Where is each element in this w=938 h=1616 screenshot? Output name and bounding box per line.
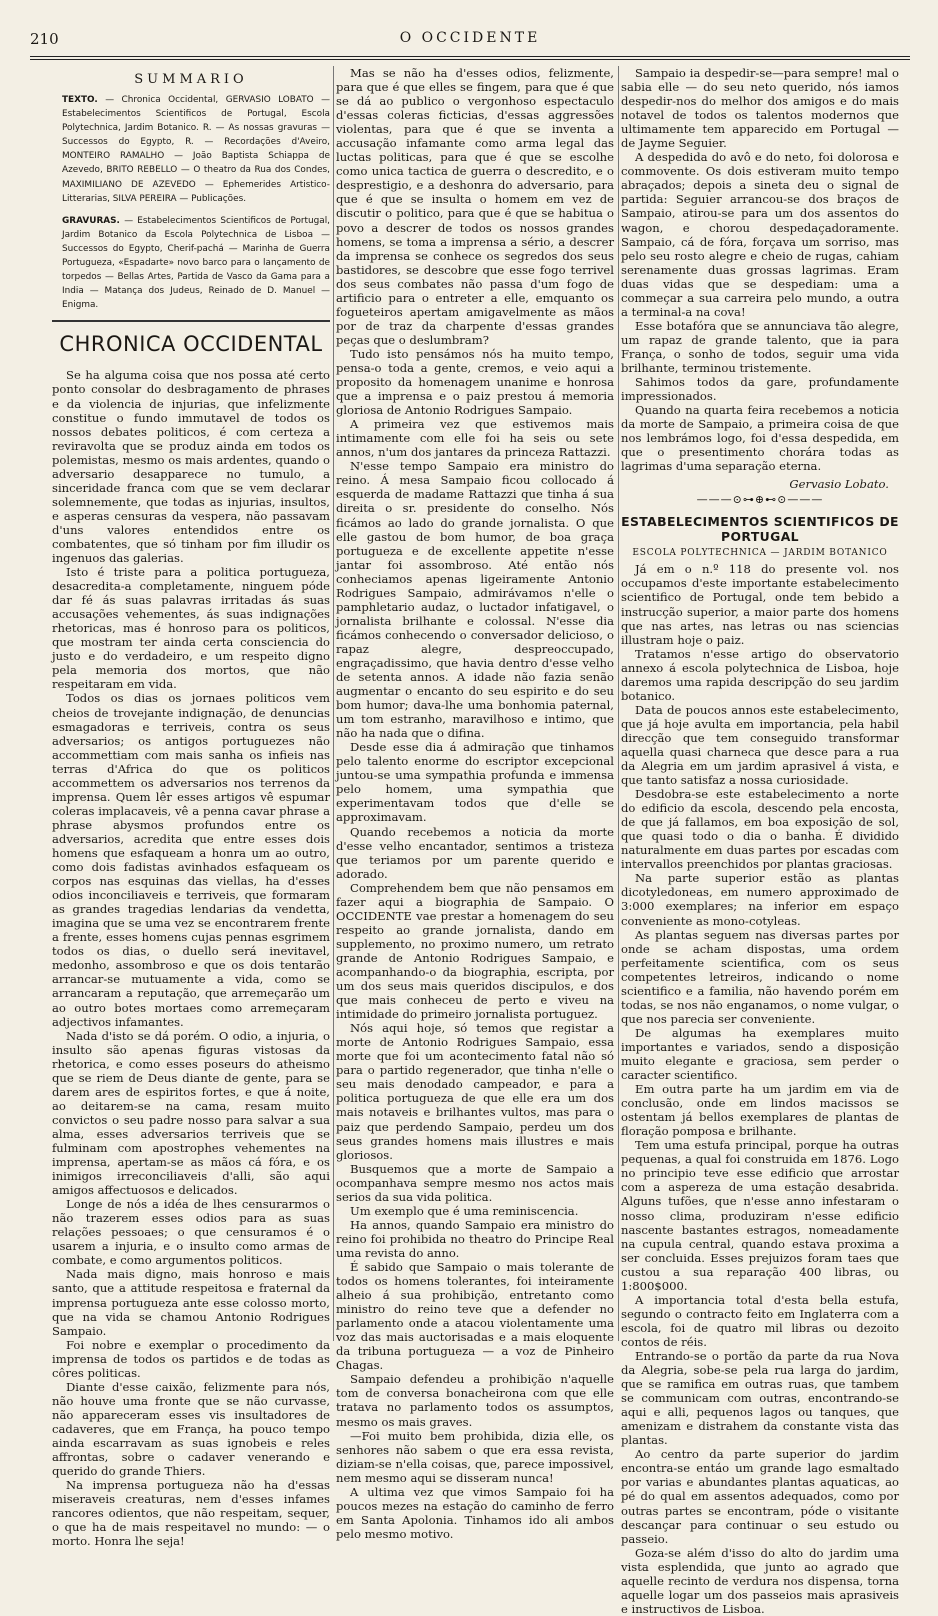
estab-title: ESTABELECIMENTOS SCIENTIFICOS DE PORTUGAL	[621, 514, 899, 545]
column-divider	[618, 66, 619, 1341]
estab-text	[621, 562, 899, 1616]
paragraph: Tratamos n'esse artigo do observatorio annexo á escola polytechnica de Lisboa, hoje daremos uma rapida descripção do seu jardim botanico.	[621, 646, 899, 703]
paragraph: Na parte superior estão as plantas dicotyledoneas, em numero approximado de 3:000 exemplares; na inferior em espaço conveniente as mono-cotyleas.	[621, 871, 899, 928]
paragraph: Desdobra-se este estabelecimento a norte do edificio da escola, descendo pela encosta, de que já fallamos, em boa exposição de sol, que quasi todo o dia o banha. É dividido naturalmente em duas partes por escadas com intervallos preenchidos por plantas graciosas.	[621, 787, 899, 872]
column-2	[336, 66, 614, 1541]
paragraph: Esse botafóra que se annunciava tão alegre, um rapaz de grande talento, que ia para França, o sonho de todos, seguir uma vida brilhante, terminou tristemente.	[621, 318, 899, 375]
header-rule	[30, 56, 910, 57]
estab-subtitle: ESCOLA POLYTECHNICA — JARDIM BOTANICO	[632, 548, 888, 559]
paragraph: Goza-se além d'isso do alto do jardim uma vista esplendida, que junto ao agrado que aquelle recinto de verdura nos dispensa, torna aquelle logar um dos passeios mais aprasiveis e instructivos de Lisboa.	[621, 1545, 899, 1616]
paragraph: Ha annos, quando Sampaio era ministro do reino foi prohibida no theatro do Principe Real uma revista do anno.	[336, 1217, 614, 1260]
paragraph: Longe de nós a idéa de lhes censurarmos o não trazerem esses odios para as suas relações pessoaes; o que censuramos é o usarem a injuria, e o insulto como armas de combate, e como argumentos politicos.	[52, 1197, 330, 1268]
column-3	[621, 66, 899, 1616]
page-header	[30, 30, 910, 52]
paragraph: Um exemplo que é uma reminiscencia.	[350, 1203, 579, 1218]
page-number: 210	[30, 30, 59, 48]
paragraph: Nada mais digno, mais honroso e mais santo, que a attitude respeitosa e fraternal da imprensa portugueza ante esse colosso morto, que na vida se chamou Antonio Rodrigues Sampaio.	[52, 1267, 330, 1338]
publication-title: O OCCIDENTE	[399, 30, 541, 46]
gravuras-text: — Estabelecimentos Scientificos de Portugal, Jardim Botanico da Escola Polytechnica de Lisboa — Successos do Egypto, Cherif-pachá — Marinha de Guerra Portugueza, «Espadarte» novo barco para o lançamento de torpedos — Bellas Artes, Partida de Vasco da Gama para a India — Matança dos Judeus, Reinado de D. Manuel — Enigma.	[62, 215, 330, 311]
summary-rule	[52, 320, 330, 322]
paragraph: N'esse tempo Sampaio era ministro do reino. Á mesa Sampaio ficou collocado á esquerda de madame Rattazzi que tinha á sua direita o sr. presidente do conselho. Nós ficámos ao lado do grande jornalista. O que elle gastou de bom humor, de boa graça portugueza e de excellente appetite n'esse jantar foi assombroso. Até então nós conheciamos apenas ligeiramente Antonio Rodrigues Sampaio, admirávamos n'elle o pamphletario audaz, o luctador infatigavel, o jornalista brilhante e colossal. N'esse dia ficámos conhecendo o conversador delicioso, o rapaz alegre, despreoccupado, engraçadissimo, que havia dentro d'esse velho de setenta annos. A idade não fazia senão augmentar o encanto do seu espirito e do seu bom humor; dava-lhe uma bonhomia paternal, um tom estranho, maravilhoso e intimo, que não ha nada que o difina.	[336, 459, 614, 741]
paragraph: Data de poucos annos este estabelecimento, que já hoje avulta em importancia, pela habil direcção que tem conseguido transformar aquella quasi charneca que desce para a rua da Alegria em um jardim aprasivel á vista, e que tanto satisfaz a nossa curiosidade.	[621, 702, 899, 788]
paragraph: Diante d'esse caixão, felizmente para nós, não houve uma fronte que se não curvasse, não appareceram esses vis insultadores de cadaveres, que em França, ha pouco tempo ainda escarravam as suas ignobeis e reles affrontas, sobre o cadaver venerando e querido do grande Thiers.	[52, 1379, 330, 1479]
paragraph: Nós aqui hoje, só temos que registar a morte de Antonio Rodrigues Sampaio, essa morte que foi um acontecimento fatal não só para o partido regenerador, que tinha n'elle o seu mais denodado campeador, e para a politica portugueza de que elle era um dos mais notaveis e brilhantes vultos, mas para o paiz que perdendo Sampaio, perdeu um dos seus grandes homens mais illustres e mais gloriosos.	[336, 1021, 614, 1162]
summary-gravuras	[52, 214, 330, 313]
column-1	[52, 66, 330, 1549]
chronica-title: CHRONICA OCCIDENTAL	[59, 332, 323, 357]
paragraph: Na imprensa portugueza não ha d'essas miseraveis creaturas, nem d'esses infames rancores odientos, que não respeitam, sequer, o que ha de mais respeitavel no mundo: — o morto. Honra lhe seja!	[52, 1478, 330, 1549]
paragraph: Já em o n.º 118 do presente vol. nos occupamos d'este importante estabelecimento scientifico de Portugal, onde tem bebido a instrucção superior, a maior parte dos homens que nas artes, nas letras ou nas sciencias illustram hoje o paiz.	[621, 562, 899, 647]
chronica-column-2-text	[336, 66, 614, 1541]
chronica-column-1-text	[52, 368, 330, 1548]
texto-text: — Chronica Occidental, GERVASIO LOBATO — Estabelecimentos Scientificos de Portugal, Escola Polytechnica, Jardim Botanico. R. — As nossas gravuras — Successos do Egypto, R. — Recordações d'Aveiro, MONTEIRO RAMALHO — João Baptista Schiappa de Azevedo, BRITO REBELLO — O theatro da Rua dos Condes, MAXIMILIANO DE AZEVEDO — Ephemerides Artistico-Litterarias, SILVA PEREIRA — Publicações.	[62, 95, 330, 204]
paragraph: Comprehendem bem que não pensamos em fazer aqui a biographia de Sampaio. O OCCIDENTE vae prestar a homenagem do seu respeito ao grande jornalista, dando em supplemento, no proximo numero, um retrato grande de Antonio Rodrigues Sampaio, e acompanhando-o da biographia, escripta, por um dos seus mais queridos discipulos, e dos que mais conheceu de perto e viveu na intimidade do primeiro jornalista portuguez.	[336, 880, 614, 1022]
paragraph: Isto é triste para a politica portugueza, desacredita-a completamente, ninguem póde dar fé ás suas palavras irritadas ás suas accusações vehementes, ás suas indignações rhetoricas, mas é honroso para os politicos, que mostram ter ainda certa consciencia do justo e do verdadeiro, e um respeito digno pela memoria dos mortos, que não respeitaram em vida.	[52, 565, 330, 692]
summary-texto	[52, 93, 330, 206]
paragraph: Desde esse dia á admiração que tinhamos pelo talento enorme do escriptor excepcional juntou-se uma sympathia profunda e immensa pelo homem, uma sympathia que experimentavam todos que d'elle se approximavam.	[336, 740, 614, 825]
paragraph: As plantas seguem nas diversas partes por onde se acham dispostas, uma ordem perfeitamente scientifica, com os seus competentes letreiros, indicando o nome scientifico e a familia, não havendo porém em todas, se nos não enganamos, o nome vulgar, o que nos parecia ser conveniente.	[621, 927, 899, 1026]
paragraph: Sampaio ia despedir-se—para sempre! mal o sabia elle — do seu neto querido, nós iamos despedir-nos do melhor dos amigos e do mais notavel de todos os talentos modernos que ultimamente tem apparecido em Portugal — de Jayme Seguier.	[621, 66, 899, 151]
paragraph: Busquemos que a morte de Sampaio a ocompanhava sempre mesmo nos actos mais serios da sua vida politica.	[336, 1161, 614, 1204]
paragraph: Foi nobre e exemplar o procedimento da imprensa de todos os partidos e de todas as côres politicas.	[52, 1337, 330, 1380]
paragraph: Sahimos todos da gare, profundamente impressionados.	[621, 375, 899, 404]
column-divider	[333, 66, 334, 1341]
paragraph: Entrando-se o portão da parte da rua Nova da Alegria, sobe-se pela rua larga do jardim, que se ramifica em outras ruas, que tambem se communicam com outras, encontrando-se aqui e alli, pequenos lagos ou tanques, que amenizam e distrahem da constante vista das plantas.	[621, 1348, 899, 1448]
paragraph: A primeira vez que estivemos mais intimamente com elle foi ha seis ou sete annos, n'um dos jantares da princeza Rattazzi.	[336, 417, 614, 460]
chronica-column-3-text	[621, 66, 899, 473]
paragraph: É sabido que Sampaio o mais tolerante de todos os homens tolerantes, foi inteiramente alheio á sua prohibição, entretanto como ministro do reino teve que a defender no parlamento onde a atacou violentamente uma voz das mais auctorisadas e a mais eloquente da tribuna portugueza — a voz de Pinheiro Chagas.	[336, 1259, 614, 1373]
paragraph: Tudo isto pensámos nós ha muito tempo, pensa-o toda a gente, cremos, e veio aqui a proposito da homenagem unanime e honrosa que a imprensa e o paiz prestou á memoria gloriosa de Antonio Rodrigues Sampaio.	[336, 346, 614, 418]
paragraph: Sampaio defendeu a prohibição n'aquelle tom de conversa bonacheirona com que elle tratava no parlamento todos os assumptos, mesmo os mais graves.	[336, 1372, 614, 1429]
paragraph: Nada d'isto se dá porém. O odio, a injuria, o insulto são apenas figuras vistosas da rhetorica, e como esses poseurs do atheismo que se riem de Deus diante de gente, para se darem ares de espiritos fortes, e que á noite, ao deitarem-se na cama, resam muito convictos o seu padre nosso para salvar a sua alma, esses adversarios terriveis que se fulminam com apostrophes vehementes na imprensa, apertam-se as mãos cá fóra, e os inimigos irreconciliaveis d'alli, são aqui amigos affectuosos e delicados.	[52, 1028, 330, 1198]
paragraph: A despedida do avô e do neto, foi dolorosa e commovente. Os dois estiveram muito tempo abraçados; depois a sineta deu o signal de partida: Seguier arrancou-se dos braços de Sampaio, atirou-se para um dos assentos do wagon, e chorou despedaçadoramente. Sampaio, cá de fóra, forçava um sorriso, mas pelo seu rosto alegre e cheio de rugas, cahiam serenamente duas grossas lagrimas. Eram duas vidas que se despediam: uma a commeçar a sua carreira pelo mundo, a outra a terminal-a na cova!	[621, 150, 899, 319]
paragraph: Se ha alguma coisa que nos possa até certo ponto consolar do desbragamento de phrases e da violencia de injurias, que infelizmente constitue o fundo immutavel de todos os nossos debates politicos, é com certeza a reviravolta que se produz ainda em todos os polemistas, mesmo os mais ardentes, quando o adversario desapparece no tumulo, a sinceridade franca com que se vem declarar solemnemente, que todas as injurias, insultos, e asperas censuras da vespera, não passavam d'uns valores entendidos entre os combatentes, que só tinham por fim illudir os ingenuos das galerias.	[52, 368, 330, 566]
paragraph: Quando recebemos a noticia da morte d'esse velho encantador, sentimos a tristeza que teriamos por um parente querido e adorado.	[336, 824, 614, 881]
paragraph: Mas se não ha d'esses odios, felizmente, para que é que elles se fingem, para que é que se dá ao publico o vergonhoso espectaculo d'essas coleras ficticias, d'essas aggressões violentas, para que é que se inventa a accusação infamante como arma legal das luctas politicas, para que é que se escolhe como unica tactica de guerra o descredito, e o desprestigio, e a deshonra do adversario, para que é que se insulta o homem em vez de discutir o politico, para que é que se habitua o povo a descrer de todos os nossos grandes homens, se toma a imprensa a sério, a descrer da imprensa se conhece os segredos dos seus bastidores, se descobre que esse fogo terrivel dos seus combates não passa d'um fogo de artificio para o entreter a elle, emquanto os fogueteiros apertam amigavelmente as mãos por de traz da charpente d'essas grandes peças que o deslumbram?	[336, 66, 614, 347]
paragraph: Ao centro da parte superior do jardim encontra-se entáo um grande lago esmaltado por varias e abundantes plantas aquaticas, ao pé do qual em assentos adequados, como por outras partes se encontram, póde o visitante descançar para continuar o seu estudo ou passeio.	[621, 1447, 899, 1546]
paragraph: —Foi muito bem prohibida, dizia elle, os senhores não sabem o que era essa revista, diziam-se n'ella coisas, que, parece impossivel, nem mesmo aqui se disseram nunca!	[336, 1428, 614, 1485]
paragraph: A importancia total d'esta bella estufa, segundo o contracto feito em Inglaterra com a escola, foi de quatro mil libras ou dezoito contos de réis.	[621, 1292, 899, 1349]
paragraph: De algumas ha exemplares muito importantes e variados, sendo a disposição muito elegante e graciosa, sem perder o caracter scientifico.	[621, 1025, 899, 1083]
gravuras-label: GRAVURAS.	[62, 215, 120, 226]
paragraph: Tem uma estufa principal, porque ha outras pequenas, a qual foi construida em 1876. Logo no principio teve esse edificio que arrostar com a aspereza de uma estação desabrida. Alguns tufões, que n'esse anno infestaram o nosso clima, produziram n'esse edificio nascente bastantes estragos, nomeadamente na cupula central, quando estava proxima a ser concluida. Esses prejuizos foram taes que custou a sua reparação 400 libras, ou 1:800$000.	[621, 1138, 899, 1293]
paragraph: A ultima vez que vimos Sampaio foi ha poucos mezes na estação do caminho de ferro em Santa Apolonia. Tinhamos ido ali ambos pelo mesmo motivo.	[336, 1484, 614, 1541]
paragraph: Em outra parte ha um jardim em via de conclusão, onde em lindos macissos se ostentam já bellos exemplares de plantas de floração pomposa e brilhante.	[621, 1082, 899, 1139]
chronica-signature: Gervasio Lobato.	[789, 477, 889, 492]
summary-title: SUMMARIO	[134, 72, 248, 87]
texto-label: TEXTO.	[62, 95, 98, 105]
section-ornament: ———⊙⊶⊕⊷⊙———	[696, 493, 824, 507]
paragraph: Todos os dias os jornaes politicos vem cheios de trovejante indignação, de denuncias esmagadoras e terriveis, contra os seus adversarios; os antigos portuguezes não accommettiam com mais sanha os infieis nas terras d'Africa do que os politicos accommettem os adversarios nos terrenos da imprensa. Quem lêr esses artigos vê espumar coleras implacaveis, vê a penna cavar phrase a phrase abysmos profundos entre os adversarios, acredita que entre esses dois homens que esfaqueam a honra um ao outro, como dois fadistas avinhados esfaqueam os corpos nas esquinas das viellas, ha d'esses odios inconciliaveis e terriveis, que formaram as grandes tragedias lendarias da vendetta, imagina que se uma vez se encontrarem frente a frente, esses homens cujas pennas esgrimem todos os dias, o duello será inevitavel, medonho, assombroso e que os dois tentarão arrancar-se mutuamente a vida, como se arrancaram a reputação, que arremeçarão um ao outro botes mortaes como arremeçaram adjectivos infamantes.	[52, 691, 330, 1029]
header-rule-double	[30, 59, 910, 60]
paragraph: Quando na quarta feira recebemos a noticia da morte de Sampaio, a primeira coisa de que nos lembrámos logo, foi d'essa despedida, em que o presentimento chorára todas as lagrimas d'uma separação eterna.	[621, 403, 899, 474]
